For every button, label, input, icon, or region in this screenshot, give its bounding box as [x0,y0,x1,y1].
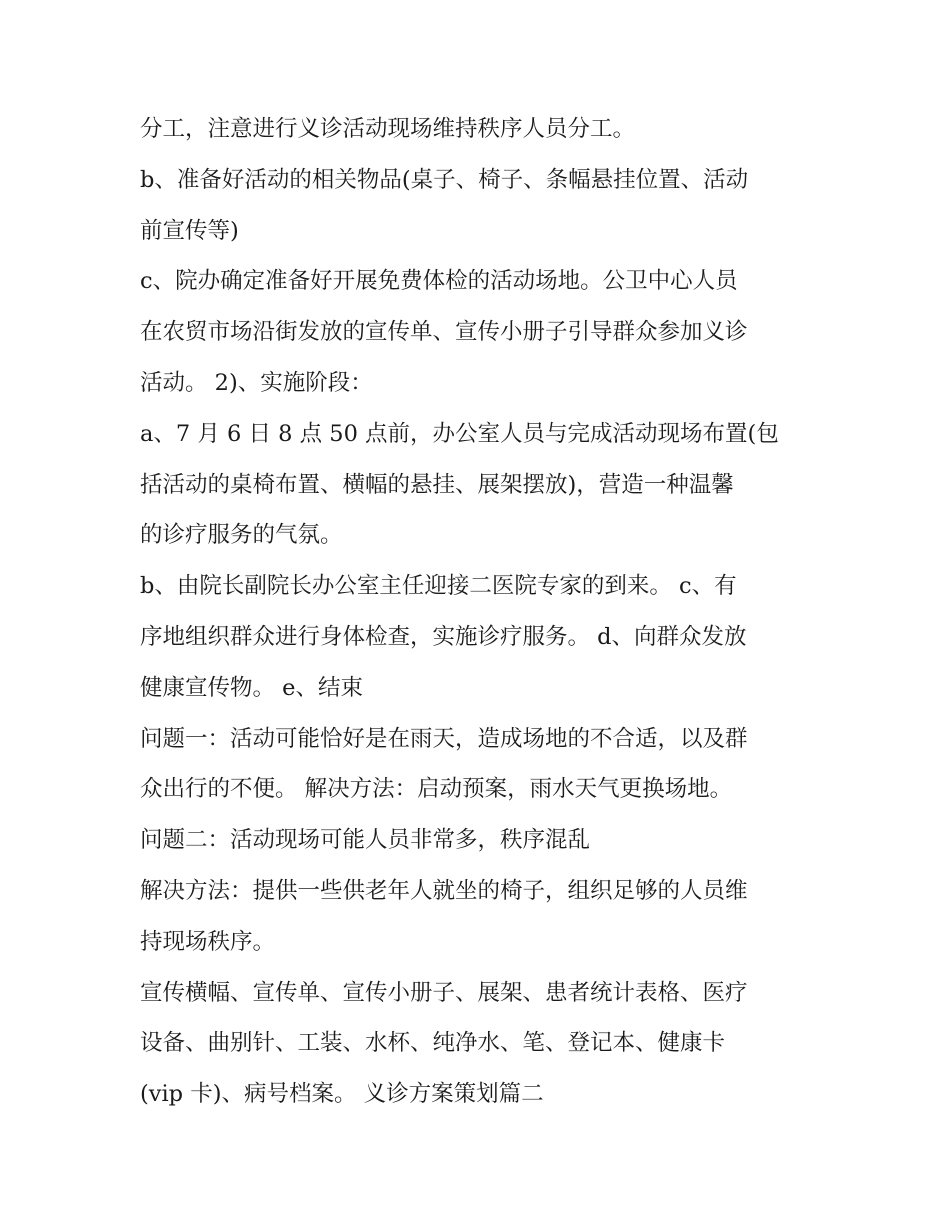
text-line: 活动。 2)、实施阶段： [140,369,373,396]
text-line: (vip 卡)、病号档案。 义诊方案策划篇二 [140,1081,544,1108]
text-line: b、由院长副院长办公室主任迎接二医院专家的到来。 c、有 [140,573,737,600]
text-line: 持现场秩序。 [140,928,276,955]
document-body [140,104,820,1120]
text-line: 设备、曲别针、工装、水杯、纯净水、笔、登记本、健康卡 [140,1030,726,1057]
text-line: 解决方法：提供一些供老年人就坐的椅子，组织足够的人员维 [140,877,748,904]
text-line: 宣传横幅、宣传单、宣传小册子、展架、患者统计表格、医疗 [140,979,748,1006]
text-line: 健康宣传物。 e、结束 [140,674,363,701]
text-line: 众出行的不便。 解决方法：启动预案，雨水天气更换场地。 [140,776,733,803]
text-line: 括活动的桌椅布置、横幅的悬挂、展架摆放)，营造一种温馨 [140,471,734,498]
text-line: 问题一：活动可能恰好是在雨天，造成场地的不合适，以及群 [140,725,748,752]
text-line: a、7 月 6 日 8 点 50 点前，办公室人员与完成活动现场布置(包 [140,420,779,447]
text-line: 问题二：活动现场可能人员非常多，秩序混乱 [140,827,591,854]
text-line: b、准备好活动的相关物品(桌子、椅子、条幅悬挂位置、活动 [140,166,749,193]
text-line: 前宣传等) [140,217,239,244]
text-line: 分工，注意进行义诊活动现场维持秩序人员分工。 [140,116,636,142]
text-line: c、院办确定准备好开展免费体检的活动场地。公卫中心人员 [140,268,738,295]
text-line: 序地组织群众进行身体检查，实施诊疗服务。 d、向群众发放 [140,623,747,650]
text-line: 的诊疗服务的气氛。 [140,522,343,549]
text-line: 在农贸市场沿街发放的宣传单、宣传小册子引导群众参加义诊 [140,319,748,346]
